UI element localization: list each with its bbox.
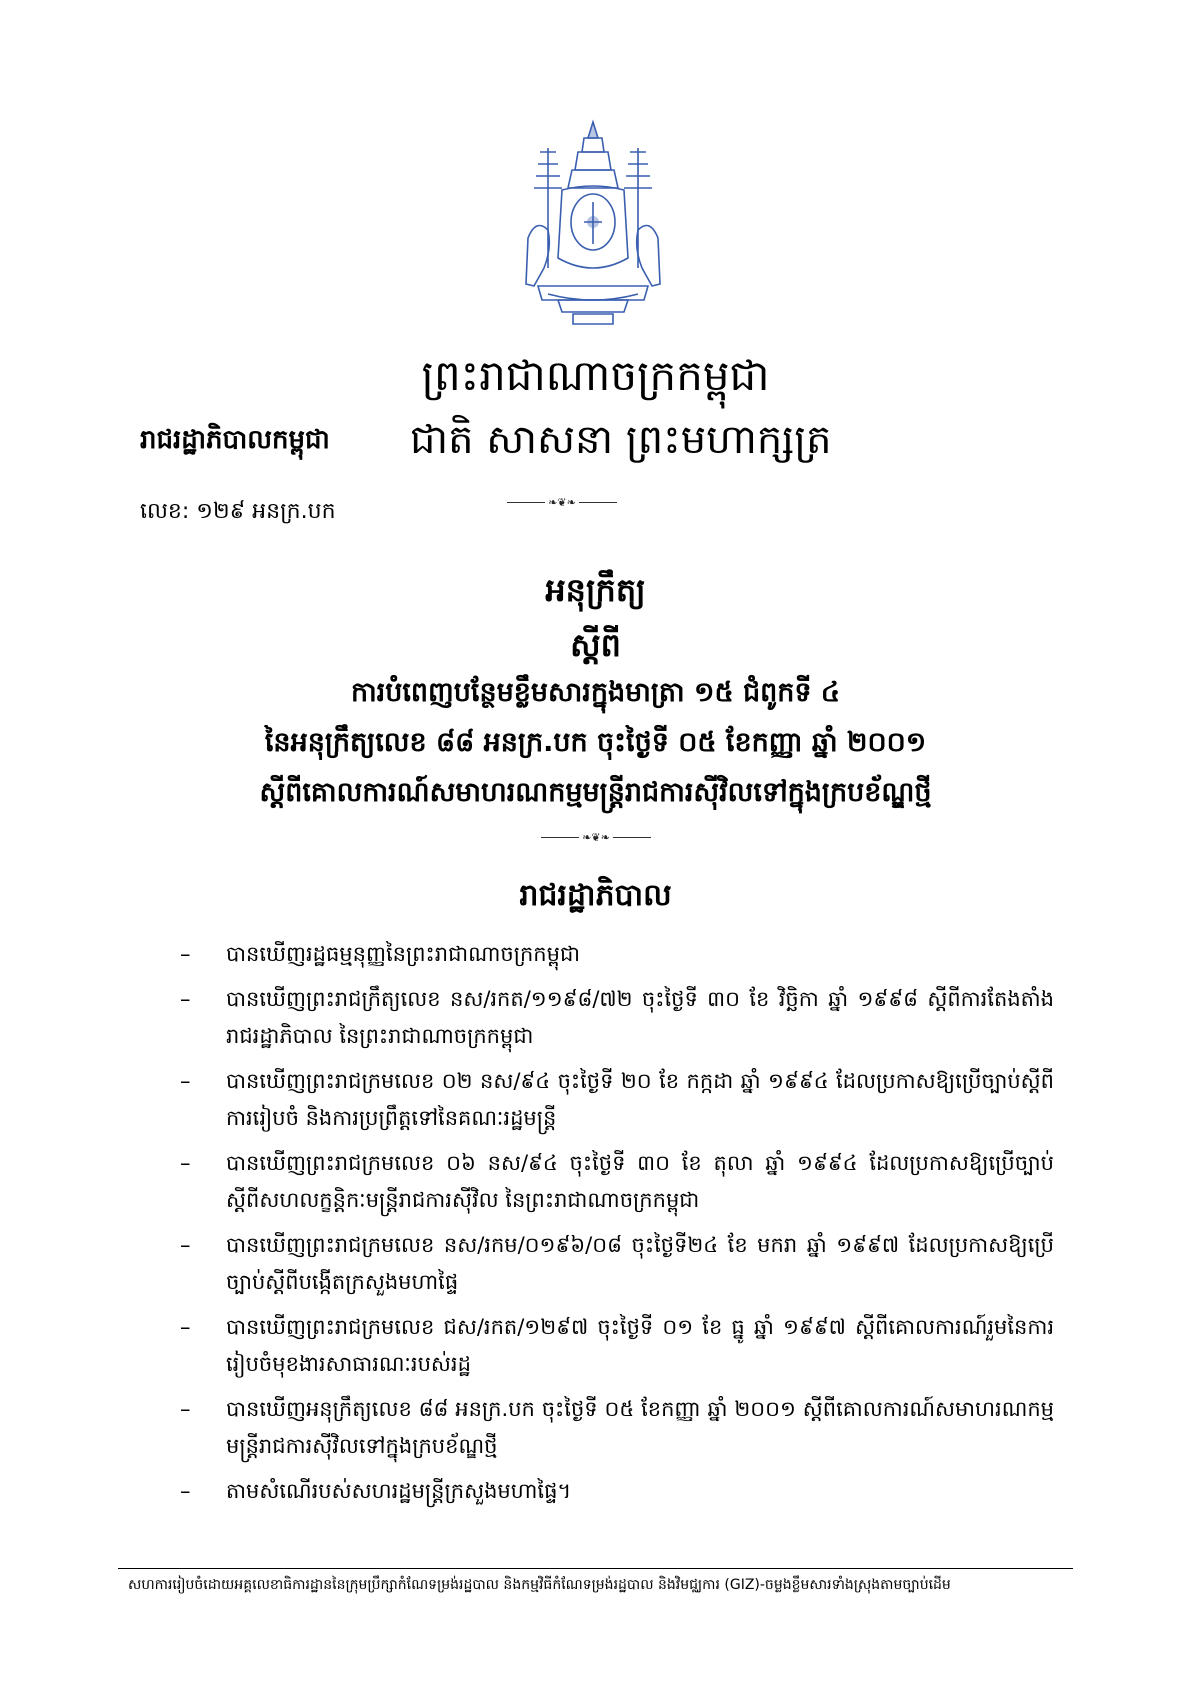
footer-note: សហការរៀបចំដោយអគ្គលេខាធិការដ្ឋាននៃក្រុមប្រឹក្សាកំណែទម្រង់រដ្ឋបាល និងកម្មវិធីកំណែទម្រង់រដ្ឋបាល និងវិមជ្ឈការ (GIZ)-ចម្លងខ្លឹមសារទាំងស្រុងតាមច្បាប់ដើម <box>128 1577 951 1593</box>
bullet-dash: – <box>180 1069 191 1093</box>
bullet-dash: – <box>180 1479 191 1503</box>
about-heading: ស្តីពី <box>570 626 621 664</box>
bullet-dash: – <box>180 1233 191 1257</box>
document-type-title: អនុក្រឹត្យ <box>545 571 646 609</box>
kingdom-title: ព្រះរាជាណាចក្រកម្ពុជា <box>421 351 770 400</box>
list-item: – បានឃើញព្រះរាជក្រឹត្យលេខ នស/រកត/១១៩៨/៧២ ចុះថ្ងៃទី ៣០ ខែ វិច្ឆិកា ឆ្នាំ ១៩៩៨ ស្តីពីការតែងតាំងរាជរដ្ឋាភិបាល នៃព្រះរាជាណាចក្រកម្ពុជា <box>180 981 1054 1055</box>
list-item: – បានឃើញរដ្ឋធម្មនុញ្ញនៃព្រះរាជាណាចក្រកម្ពុជា <box>180 936 1054 973</box>
subject-line-2: នៃអនុក្រឹត្យលេខ ៨៨ អនក្រ.បក ចុះថ្ងៃទី ០៥ ខែកញ្ញា ឆ្នាំ ២០០១ <box>264 727 927 758</box>
list-item: – បានឃើញព្រះរាជក្រមលេខ ០២ នស/៩៤ ចុះថ្ងៃទី ២០ ខែ កក្កដា ឆ្នាំ ១៩៩៤ ដែលប្រកាសឱ្យប្រើច្បាប់ស្តីពីការរៀបចំ និងការប្រព្រឹត្តទៅនៃគណៈរដ្ឋមន្ត្រី <box>180 1063 1054 1137</box>
list-item: – បានឃើញព្រះរាជក្រមលេខ ជស/រកត/១២៩៧ ចុះថ្ងៃទី ០១ ខែ ធ្នូ ឆ្នាំ ១៩៩៧ ស្តីពីគោលការណ៍រួមនៃការរៀបចំមុខងារសាធារណៈរបស់រដ្ឋ <box>180 1309 1054 1383</box>
bullet-dash: – <box>180 987 191 1011</box>
bullet-dash: – <box>180 1397 191 1421</box>
bullet-dash: – <box>180 1315 191 1339</box>
list-item: – បានឃើញអនុក្រឹត្យលេខ ៨៨ អនក្រ.បក ចុះថ្ងៃទី ០៥ ខែកញ្ញា ឆ្នាំ ២០០១ ស្តីពីគោលការណ៍សមាហរណកម្មមន្ត្រីរាជការស៊ីវិលទៅក្នុងក្របខ័ណ្ឌថ្មី <box>180 1391 1054 1465</box>
document-number: លេខ: ១២៩ អនក្រ.បក <box>140 499 336 524</box>
bullet-dash: – <box>180 1151 191 1175</box>
subject-line-1: ការបំពេញបន្ថែមខ្លឹមសារក្នុងមាត្រា ១៥ ជំពូកទី ៤ <box>350 677 841 708</box>
list-item: – បានឃើញព្រះរាជក្រមលេខ នស/រកម/០១៩៦/០៨ ចុះថ្ងៃទី២៤ ខែ មករា ឆ្នាំ ១៩៩៧ ដែលប្រកាសឱ្យប្រើច្បាប់ស្តីពីបង្កើតក្រសួងមហាផ្ទៃ <box>180 1227 1054 1301</box>
subject-line-3: ស្តីពីគោលការណ៍សមាហរណកម្មមន្ត្រីរាជការស៊ីវិលទៅក្នុងក្របខ័ណ្ឌថ្មី <box>259 777 932 808</box>
divider-ornament-top: ❧❦❧ <box>507 496 617 510</box>
bullet-dash: – <box>180 942 191 966</box>
royal-coat-of-arms-emblem <box>518 118 668 330</box>
preamble-list <box>180 936 1054 1518</box>
footer-divider <box>118 1568 1073 1569</box>
national-motto: ជាតិ សាសនា ព្រះមហាក្សត្រ <box>410 417 832 463</box>
government-name: រាជរដ្ឋាភិបាលកម្ពុជា <box>140 425 330 455</box>
list-item: – តាមសំណើរបស់សហរដ្ឋមន្ត្រីក្រសួងមហាផ្ទៃ។ <box>180 1473 1054 1510</box>
divider-ornament-middle: ❧❦❧ <box>541 831 651 845</box>
issuer-heading: រាជរដ្ឋាភិបាល <box>519 878 672 913</box>
list-item: – បានឃើញព្រះរាជក្រមលេខ ០៦ នស/៩៤ ចុះថ្ងៃទី ៣០ ខែ តុលា ឆ្នាំ ១៩៩៤ ដែលប្រកាសឱ្យប្រើច្បាប់ស្តីពីសហលក្ខន្តិកៈមន្ត្រីរាជការស៊ីវិល នៃព្រះរាជាណាចក្រកម្ពុជា <box>180 1145 1054 1219</box>
